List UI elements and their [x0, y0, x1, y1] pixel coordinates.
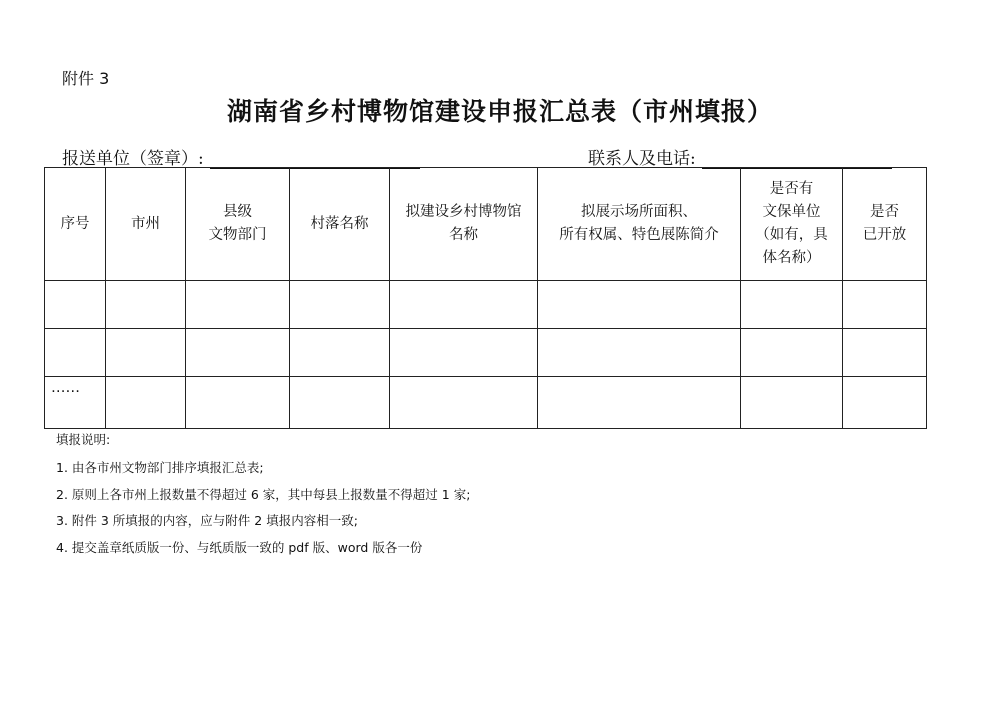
- header-row: [45, 168, 927, 281]
- contact-label: 联系人及电话:: [588, 149, 696, 169]
- table-row: [45, 329, 927, 377]
- document-title: 湖南省乡村博物馆建设申报汇总表（市州填报）: [226, 97, 773, 126]
- table-cell: [106, 377, 186, 429]
- table-cell: [843, 281, 927, 329]
- table-row: [45, 377, 927, 429]
- table-cell: [390, 377, 538, 429]
- header-venue-info: 拟展示场所面积、 所有权属、特色展陈简介: [538, 168, 741, 281]
- table-cell: [538, 377, 741, 429]
- table-cell: [741, 281, 843, 329]
- table-cell: [45, 329, 106, 377]
- filling-instructions: [56, 430, 470, 561]
- submit-unit-label: 报送单位（签章）:: [62, 149, 204, 169]
- table-cell: [538, 329, 741, 377]
- header-is-open: 是否 已开放: [843, 168, 927, 281]
- table-cell: [290, 281, 390, 329]
- note-item: 3. 附件 3 所填报的内容，应与附件 2 填报内容相一致;: [56, 513, 358, 528]
- header-village-name: 村落名称: [290, 168, 390, 281]
- table-cell: [186, 377, 290, 429]
- note-item: 2. 原则上各市州上报数量不得超过 6 家，其中每县上报数量不得超过 1 家;: [56, 486, 471, 502]
- table-cell: [843, 377, 927, 429]
- table-cell: [843, 329, 927, 377]
- table-cell: [390, 281, 538, 329]
- attachment-label: 附件 3: [62, 69, 110, 88]
- note-item: 1. 由各市州文物部门排序填报汇总表;: [56, 460, 264, 475]
- header-serial-number: 序号: [45, 168, 106, 281]
- contact-field: [588, 144, 892, 169]
- notes-title: 填报说明:: [56, 432, 111, 447]
- header-heritage-unit: 是否有 文保单位 （如有，具 体名称）: [741, 168, 843, 281]
- submit-unit-field: [62, 144, 420, 169]
- table-cell: [741, 377, 843, 429]
- table-cell: [106, 329, 186, 377]
- table-cell: [186, 281, 290, 329]
- note-item: 4. 提交盖章纸质版一份、与纸质版一致的 pdf 版、word 版各一份: [56, 539, 423, 555]
- table-row: [45, 281, 927, 329]
- table-cell: [106, 281, 186, 329]
- header-city: 市州: [106, 168, 186, 281]
- ellipsis-cell: ……: [45, 377, 106, 429]
- table-cell: [290, 377, 390, 429]
- table-cell: [538, 281, 741, 329]
- table-cell: [186, 329, 290, 377]
- table-cell: [741, 329, 843, 377]
- summary-table: [44, 167, 927, 429]
- header-county-department: 县级 文物部门: [186, 168, 290, 281]
- table-cell: [290, 329, 390, 377]
- header-museum-name: 拟建设乡村博物馆 名称: [390, 168, 538, 281]
- table-cell: [45, 281, 106, 329]
- table-cell: [390, 329, 538, 377]
